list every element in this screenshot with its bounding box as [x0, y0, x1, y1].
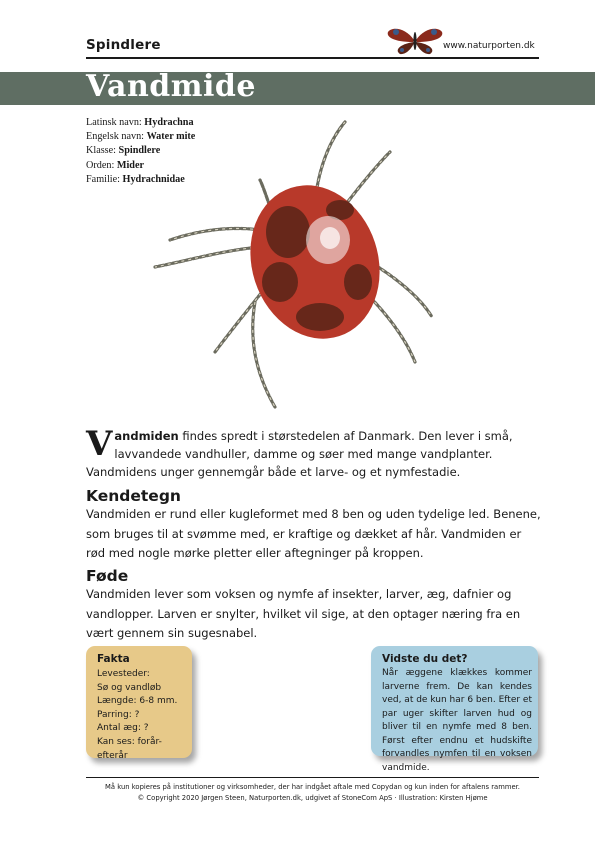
taxonomy-row-order: Orden: Mider	[86, 159, 144, 171]
fact-box-title: Fakta	[97, 653, 130, 665]
footer-copyright: © Copyright 2020 Jørgen Steen, Naturporten.dk, udgivet af StoneCom ApS · Illustration: Kirsten Hjøme	[137, 794, 488, 802]
taxonomy-row-latin: Latinsk navn: Hydrachna	[86, 117, 194, 128]
fact-line: Længde: 6-8 mm.	[97, 696, 178, 707]
did-you-know-text: Når æggene klækkes kommer larverne frem. De kan kendes ved, at de kun har 6 ben. Efter et par uger skifter larven hud og bliver til en nymfe med 8 ben. Først efter endnu et hudskifte forvandles nymfen til en voksen vandmide.	[382, 668, 532, 773]
page-title: Vandmide	[86, 69, 256, 104]
section-text-kendetegn: Vandmiden er rund eller kugleformet med 8 ben og uden tydelige led. Benene, som bruges til at svømme med, er kraftige og dækket af hår. Vandmiden er rød med nogle mørke pletter eller aftegninger på kroppen.	[86, 507, 541, 560]
fact-line: Antal æg: ?	[97, 723, 149, 734]
fact-line: Parring: ?	[97, 709, 140, 720]
footer-license: Må kun kopieres på institutioner og virksomheder, der har indgået aftale med Copydan og kun inden for aftalens rammer.	[105, 783, 520, 791]
taxonomy-row-family: Familie: Hydrachnidae	[86, 173, 185, 185]
did-you-know-title: Vidste du det?	[382, 653, 468, 665]
section-heading-kendetegn: Kendetegn	[86, 487, 181, 505]
fact-box	[86, 646, 192, 761]
intro-paragraph: Vandmiden findes spredt i størstedelen af Danmark. Den lever i små, lavvandede vandhuller, damme og søer med mange vandplanter. Vandmidens unger gennemgår både et larve- og et nymfestadie.	[86, 424, 513, 479]
fact-list	[97, 668, 192, 763]
water-mite-illustration	[140, 112, 440, 412]
section-heading-fode: Føde	[86, 567, 129, 585]
header-divider	[86, 57, 539, 59]
fact-line: Levesteder:	[97, 669, 150, 679]
butterfly-icon	[384, 24, 446, 56]
did-you-know-box	[371, 646, 538, 773]
drop-cap: V	[86, 424, 113, 464]
category-label: Spindlere	[86, 37, 161, 53]
taxonomy-row-class: Klasse: Spindlere	[86, 145, 161, 157]
fact-line: Sø og vandløb	[97, 682, 162, 693]
taxonomy-row-english: Engelsk navn: Water mite	[86, 131, 196, 143]
footer-divider	[86, 777, 539, 778]
site-url: www.naturporten.dk	[443, 41, 535, 51]
fact-line: Kan ses: forår-efterår	[97, 736, 162, 761]
section-text-fode: Vandmiden lever som voksen og nymfe af insekter, larver, æg, dafnier og vandlopper. Larven er snylter, hvilket vil sige, at den optager næring fra en vært gennem sin sugesnabel.	[86, 587, 521, 640]
